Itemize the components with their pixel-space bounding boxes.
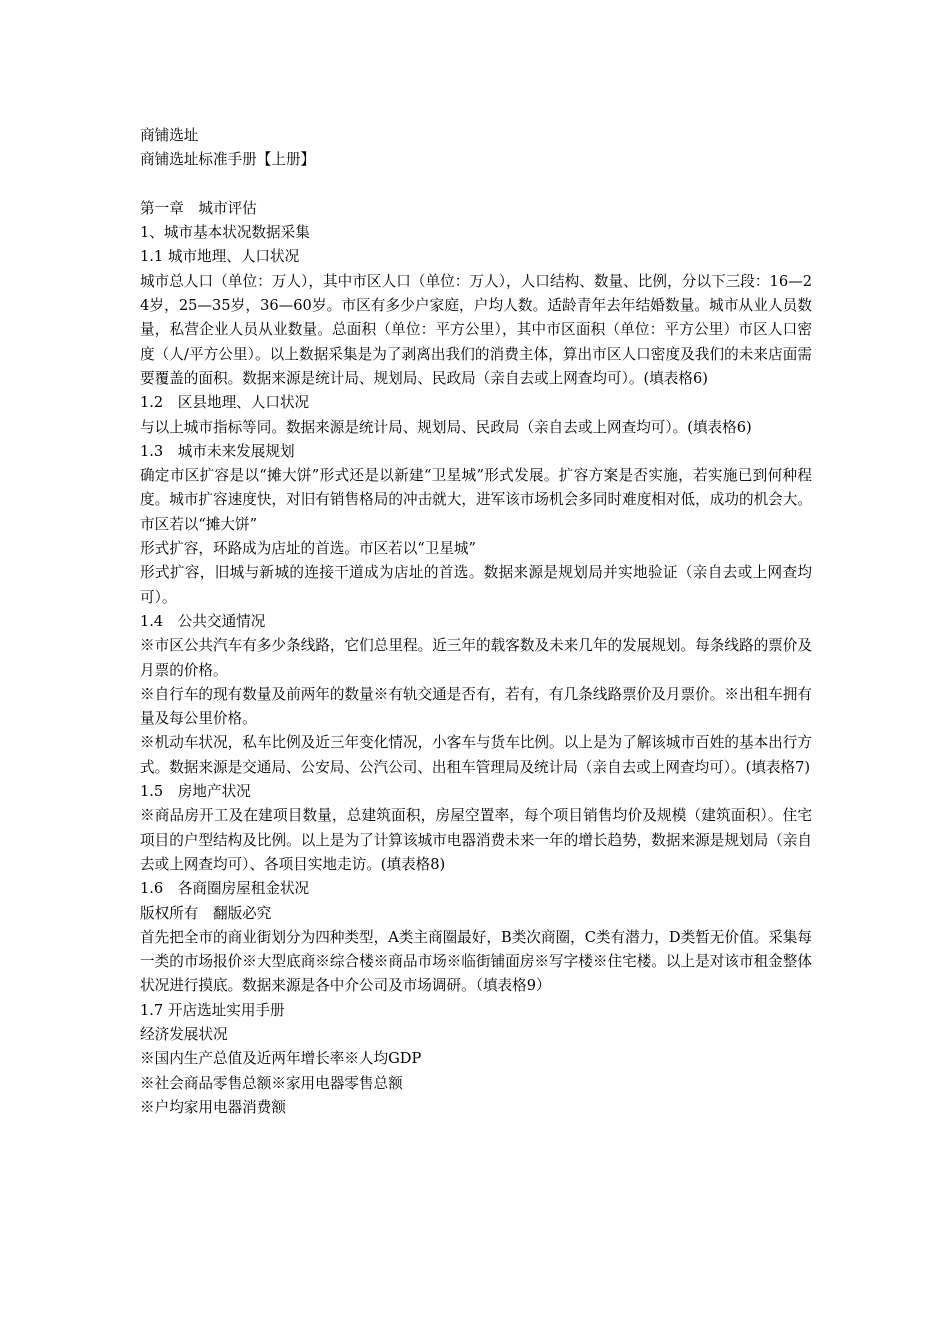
doc-title: 商铺选址: [140, 127, 199, 144]
paragraph-1-4b: ※自行车的现有数量及前两年的数量※有轨交通是否有，若有，有几条线路票价及月票价。※出租车拥有量及每公里价格。: [140, 685, 812, 728]
paragraph-1-3c: 形式扩容，旧城与新城的连接干道成为店址的首选。数据来源是规划局并实地验证（亲自去或上网查均可）。: [140, 564, 812, 606]
spacer: [140, 173, 812, 197]
subsection-heading-1-4: 1.4 公共交通情况: [140, 612, 266, 630]
doc-subtitle: 商铺选址标准手册【上册】: [140, 151, 316, 169]
paragraph-1-4a: ※市区公共汽车有多少条线路，它们总里程。近三年的载客数及未来几年的发展规划。每条线路的票价及月票的价格。: [140, 637, 812, 679]
paragraph-1-3a: 确定市区扩容是以“摊大饼”形式还是以新建“卫星城”形式发展。扩容方案是否实施，若实施已到何种程度。城市扩容速度快，对旧有销售格局的冲击就大，进军该市场机会多同时难度相对低，成功的机会大。市区若以“摊大饼”: [140, 467, 812, 533]
document-page: [140, 124, 812, 1120]
subsection-heading-1-6: 1.6 各商圈房屋租金状况: [140, 880, 310, 898]
chapter-heading: 第一章 城市评估: [140, 199, 257, 217]
list-item: ※国内生产总值及近两年增长率※人均GDP: [140, 1050, 422, 1068]
subsection-heading-1-7: 1.7 开店选址实用手册: [140, 1001, 285, 1019]
list-item: ※户均家用电器消费额: [140, 1098, 286, 1116]
section-heading: 1、城市基本状况数据采集: [140, 224, 310, 242]
subheading-economy: 经济发展状况: [140, 1025, 228, 1043]
copyright-notice: 版权所有 翻版必究: [140, 904, 272, 922]
paragraph-1-5: ※商品房开工及在建项目数量，总建筑面积，房屋空置率，每个项目销售均价及规模（建筑面积）。住宅项目的户型结构及比例。以上是为了计算该城市电器消费未来一年的增长趋势，数据来源是规划局（亲自去或上网查均可）、各项目实地走访。(填表格8): [140, 807, 812, 873]
subsection-heading-1-5: 1.5 房地产状况: [140, 783, 251, 801]
list-item: ※社会商品零售总额※家用电器零售总额: [140, 1074, 403, 1092]
paragraph-1-2: 与以上城市指标等同。数据来源是统计局、规划局、民政局（亲自去或上网查均可）。(填表格6): [140, 418, 752, 436]
subsection-heading-1-3: 1.3 城市未来发展规划: [140, 442, 295, 460]
paragraph-1-6: 首先把全市的商业街划分为四种类型，A类主商圈最好，B类次商圈，C类有潜力，D类暂无价值。采集每一类的市场报价※大型底商※综合楼※商品市场※临街铺面房※写字楼※住宅楼。以上是对该市租金整体状况进行摸底。数据来源是各中介公司及市场调研。（填表格9）: [140, 928, 812, 995]
paragraph-1-1: 城市总人口（单位：万人），其中市区人口（单位：万人），人口结构、数量、比例，分以下三段：16—24岁，25—35岁，36—60岁。市区有多少户家庭，户均人数。适龄青年去年结婚数量。城市从业人员数量，私营企业人员从业数量。总面积（单位：平方公里），其中市区面积（单位：平方公里）市区人口密度（人/平方公里）。以上数据采集是为了剥离出我们的消费主体，算出市区人口密度及我们的未来店面需要覆盖的面积。数据来源是统计局、规划局、民政局（亲自去或上网查均可）。(填表格6): [140, 272, 812, 387]
paragraph-1-3b: 形式扩容，环路成为店址的首选。市区若以“卫星城”: [140, 540, 476, 558]
paragraph-1-4c: ※机动车状况，私车比例及近三年变化情况，小客车与货车比例。以上是为了解该城市百姓的基本出行方式。数据来源是交通局、公安局、公汽公司、出租车管理局及统计局（亲自去或上网查均可）。(填表格7): [140, 734, 812, 776]
subsection-heading-1-2: 1.2 区县地理、人口状况: [140, 394, 310, 412]
subsection-heading-1-1: 1.1 城市地理、人口状况: [140, 248, 300, 266]
